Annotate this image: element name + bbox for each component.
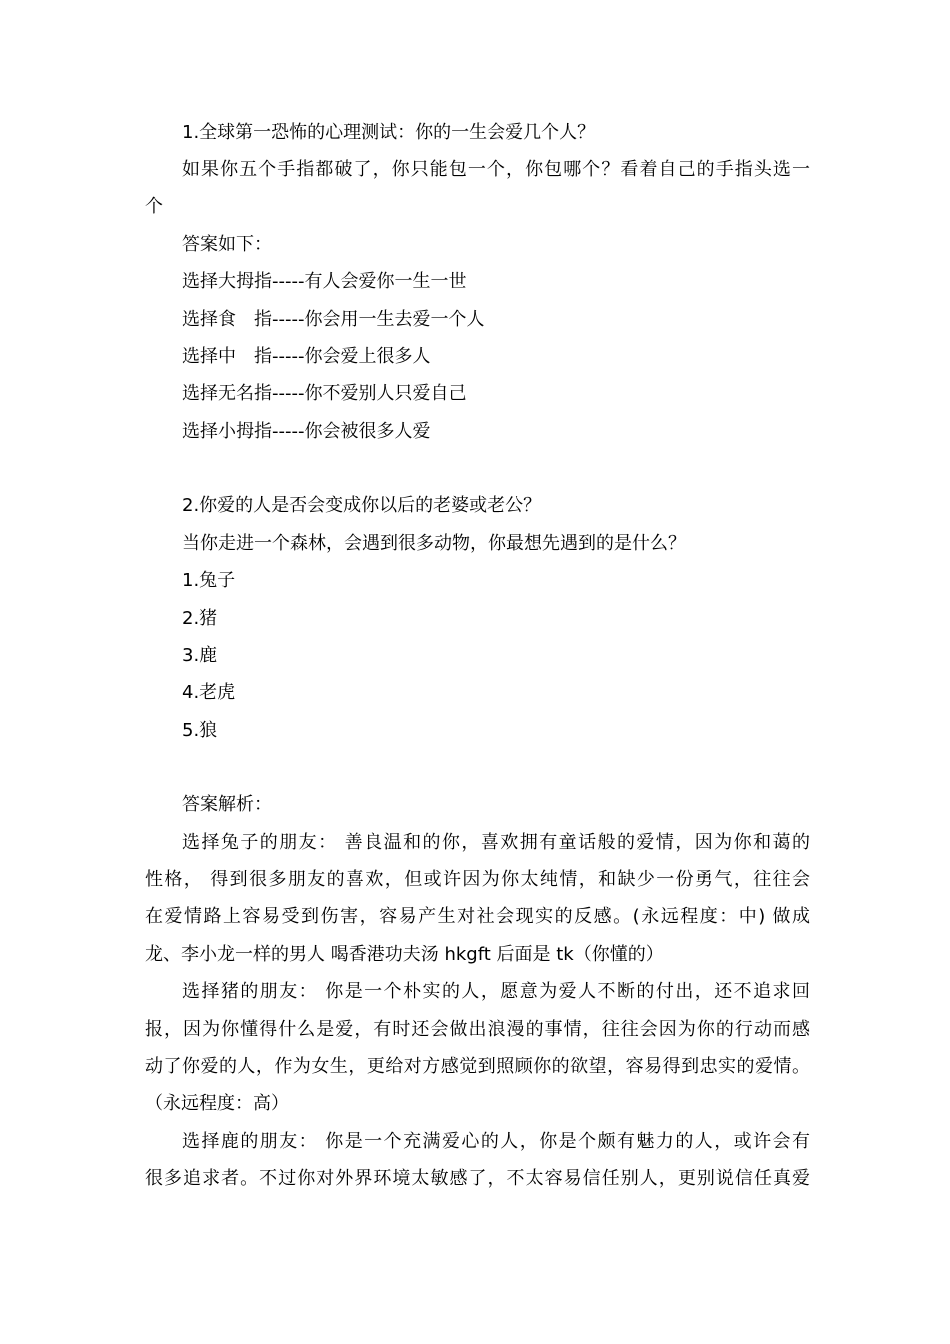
pig-analysis-line1: 选择猪的朋友： 你是一个朴实的人，愿意为爱人不断的付出，还不追求回 xyxy=(182,981,810,1002)
pig-analysis-line2: 报，因为你懂得什么是爱，有时还会做出浪漫的事情，往往会因为你的行动而感 xyxy=(145,1019,810,1040)
deer-analysis-line2: 很多追求者。不过你对外界环境太敏感了，不太容易信任别人，更别说信任真爱 xyxy=(145,1168,810,1189)
test2-option-pig: 2.猪 xyxy=(182,608,218,629)
test1-question-line1: 如果你五个手指都破了，你只能包一个，你包哪个？看着自己的手指头选一 xyxy=(182,159,810,180)
pig-analysis-line4: （永远程度：高） xyxy=(145,1093,289,1114)
test2-option-rabbit: 1.兔子 xyxy=(182,570,236,591)
test1-answer-index: 选择食 指-----你会用一生去爱一个人 xyxy=(182,309,485,330)
test2-question: 当你走进一个森林，会遇到很多动物，你最想先遇到的是什么？ xyxy=(182,533,686,554)
test1-question-line2: 个 xyxy=(145,196,163,217)
test1-answer-heading: 答案如下： xyxy=(182,234,272,255)
test1-answer-ring: 选择无名指-----你不爱别人只爱自己 xyxy=(182,383,467,404)
test2-option-tiger: 4.老虎 xyxy=(182,682,236,703)
deer-analysis-line1: 选择鹿的朋友： 你是一个充满爱心的人，你是个颇有魅力的人，或许会有 xyxy=(182,1131,810,1152)
test1-answer-thumb: 选择大拇指-----有人会爱你一生一世 xyxy=(182,271,467,292)
rabbit-analysis-line4: 龙、李小龙一样的男人 喝香港功夫汤 hkgft 后面是 tk（你懂的） xyxy=(145,944,664,965)
test2-title: 2.你爱的人是否会变成你以后的老婆或老公？ xyxy=(182,495,542,516)
test2-option-wolf: 5.狼 xyxy=(182,720,218,741)
rabbit-analysis-line2: 性格， 得到很多朋友的喜欢，但或许因为你太纯情，和缺少一份勇气，往往会 xyxy=(145,869,810,890)
test1-answer-middle: 选择中 指-----你会爱上很多人 xyxy=(182,346,431,367)
rabbit-analysis-line1: 选择兔子的朋友： 善良温和的你，喜欢拥有童话般的爱情，因为你和蔼的 xyxy=(182,832,810,853)
test1-answer-pinky: 选择小拇指-----你会被很多人爱 xyxy=(182,421,431,442)
test1-title: 1.全球第一恐怖的心理测试：你的一生会爱几个人？ xyxy=(182,122,596,143)
pig-analysis-line3: 动了你爱的人，作为女生，更给对方感觉到照顾你的欲望，容易得到忠实的爱情。 xyxy=(145,1056,810,1077)
rabbit-analysis-line3: 在爱情路上容易受到伤害，容易产生对社会现实的反感。(永远程度：中) 做成 xyxy=(145,906,810,927)
test2-option-deer: 3.鹿 xyxy=(182,645,218,666)
test2-analysis-heading: 答案解析： xyxy=(182,794,272,815)
